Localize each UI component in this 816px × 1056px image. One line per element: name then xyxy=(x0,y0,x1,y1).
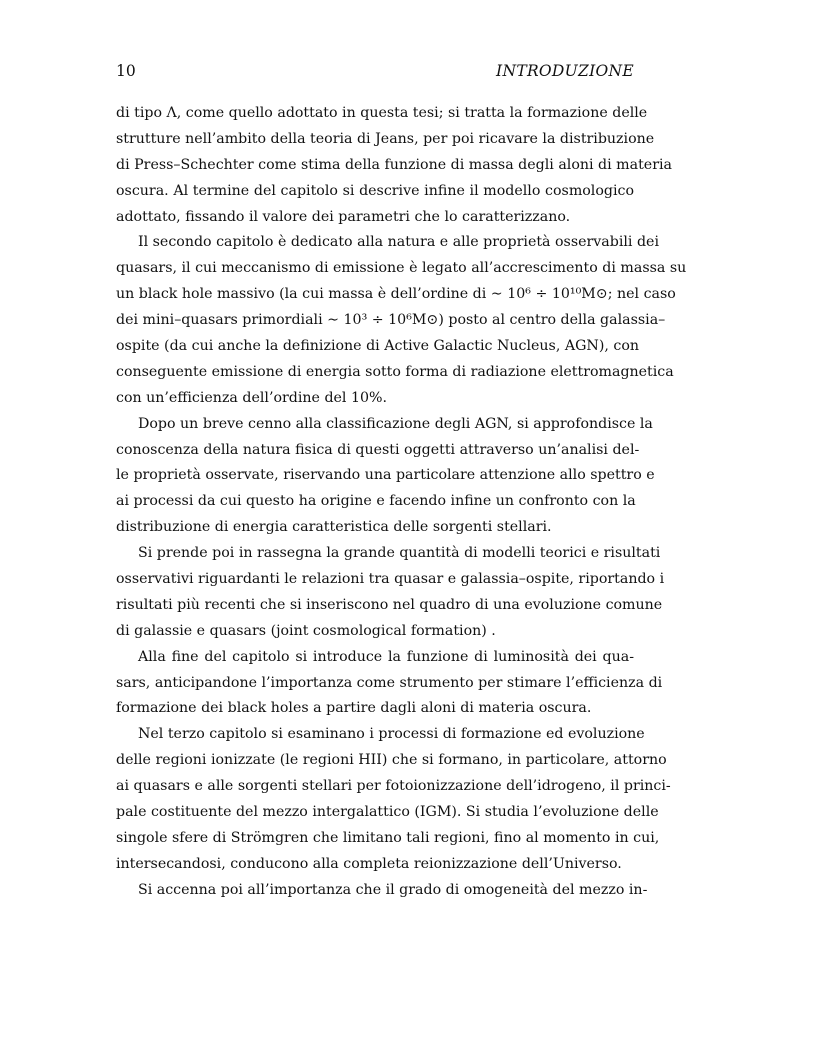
text-line: adottato, fissando il valore dei parametri che lo caratterizzano. xyxy=(116,208,571,225)
chapter-title: INTRODUZIONE xyxy=(496,62,634,80)
text-line: di galassie e quasars (joint cosmological formation) . xyxy=(116,622,496,639)
text-line: un black hole massivo (la cui massa è dell’ordine di ∼ 10⁶ ÷ 10¹⁰M⊙; nel caso xyxy=(116,286,676,303)
body-text xyxy=(116,101,687,904)
text-line: risultati più recenti che si inseriscono nel quadro di una evoluzione comune xyxy=(116,596,663,613)
text-line: con un’efficienza dell’ordine del 10%. xyxy=(116,389,388,406)
text-line: pale costituente del mezzo intergalattico (IGM). Si studia l’evoluzione delle xyxy=(116,804,659,821)
paragraph-5 xyxy=(116,645,663,723)
text-line: oscura. Al termine del capitolo si descrive infine il modello cosmologico xyxy=(116,182,634,199)
text-line: strutture nell’ambito della teoria di Jeans, per poi ricavare la distribuzione xyxy=(116,130,655,147)
text-line: Si prende poi in rassegna la grande quantità di modelli teorici e risultati xyxy=(138,545,661,562)
paragraph-2 xyxy=(116,230,687,411)
text-line: ai processi da cui questo ha origine e facendo infine un confronto con la xyxy=(116,493,636,510)
text-line: ai quasars e alle sorgenti stellari per fotoionizzazione dell’idrogeno, il princi- xyxy=(116,778,671,795)
text-line: Alla fine del capitolo si introduce la funzione di luminosità dei qua- xyxy=(138,648,634,665)
text-line: formazione dei black holes a partire dagli aloni di materia oscura. xyxy=(116,700,592,717)
text-line: Nel terzo capitolo si esaminano i processi di formazione ed evoluzione xyxy=(138,726,645,743)
text-line: distribuzione di energia caratteristica delle sorgenti stellari. xyxy=(116,519,552,536)
text-line: Il secondo capitolo è dedicato alla natura e alle proprietà osservabili dei xyxy=(138,234,659,251)
page-number: 10 xyxy=(116,62,136,80)
text-line: di Press–Schechter come stima della funzione di massa degli aloni di materia xyxy=(116,156,672,173)
text-line: delle regioni ionizzate (le regioni HII) che si formano, in particolare, attorno xyxy=(116,752,667,769)
text-line: Si accenna poi all’importanza che il grado di omogeneità del mezzo in- xyxy=(138,881,648,898)
text-line: ospite (da cui anche la definizione di Active Galactic Nucleus, AGN), con xyxy=(116,338,640,355)
paragraph-3 xyxy=(116,412,655,541)
paragraph-7 xyxy=(116,878,648,904)
paragraph-1 xyxy=(116,101,672,230)
text-line: Dopo un breve cenno alla classificazione degli AGN, si approfondisce la xyxy=(138,415,653,432)
text-line: conseguente emissione di energia sotto forma di radiazione elettromagnetica xyxy=(116,363,674,380)
text-line: quasars, il cui meccanismo di emissione è legato all’accrescimento di massa su xyxy=(116,260,687,277)
text-line: le proprietà osservate, riservando una particolare attenzione allo spettro e xyxy=(116,467,655,484)
text-line: dei mini–quasars primordiali ∼ 10³ ÷ 10⁶M⊙) posto al centro della galassia– xyxy=(116,312,666,329)
text-line: intersecandosi, conducono alla completa reionizzazione dell’Universo. xyxy=(116,855,622,872)
paragraph-4 xyxy=(116,541,665,645)
text-line: conoscenza della natura fisica di questi oggetti attraverso un’analisi del- xyxy=(116,441,640,458)
text-line: sars, anticipandone l’importanza come strumento per stimare l’efficienza di xyxy=(116,674,663,691)
text-line: singole sfere di Strömgren che limitano tali regioni, fino al momento in cui, xyxy=(116,829,660,846)
running-header xyxy=(116,60,634,82)
paragraph-6 xyxy=(116,722,671,877)
text-line: osservativi riguardanti le relazioni tra quasar e galassia–ospite, riportando i xyxy=(116,571,665,588)
text-line: di tipo Λ, come quello adottato in questa tesi; si tratta la formazione delle xyxy=(116,105,648,121)
